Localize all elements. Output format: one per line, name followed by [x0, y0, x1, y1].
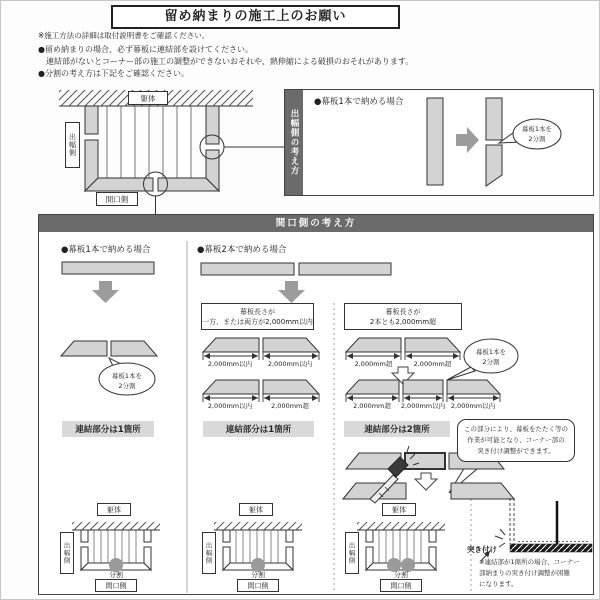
- col2-dim-row1-left: 2,000mm以内: [207, 360, 253, 368]
- mini3-frame-label: 躯体: [382, 503, 416, 516]
- col3-bubble-line1: この部分により、幕板をたたく等の: [464, 425, 568, 433]
- corner-note-line2: 部納まりの突き付け調整が困難: [479, 569, 570, 577]
- col2-condition-line1: 幕板長さが: [240, 307, 275, 316]
- corner-note: [479, 557, 597, 590]
- col1-result-label: 連結部分は1箇所: [62, 421, 154, 437]
- col3-note-bubble: [457, 419, 575, 462]
- depth-callout-text: [512, 124, 562, 144]
- col2-dim-row2-right: 2,000mm超: [271, 402, 309, 410]
- col3-result-label: 連結部分は2箇所: [344, 421, 450, 437]
- col1-callout-line2: 2分割: [118, 382, 136, 390]
- col2-fascia-bar-1: [201, 263, 294, 275]
- col3-dim-row2-left: 2,000mm超: [353, 402, 391, 410]
- col3-dim-row2-mid: 2,000mm以内: [400, 402, 446, 410]
- col3-pieces-row2: [346, 380, 500, 394]
- fascia-split-bottom: [486, 145, 502, 186]
- col3-condition-line1: 幕板長さが: [385, 307, 421, 316]
- col3-callout-text: [465, 347, 517, 367]
- col2-condition-box: [201, 303, 314, 330]
- intro-bullet-1-sub: 連結部がないとコーナー部の施工の調整ができないおそれや、熱伸縮による破損のおそれがあります。: [46, 57, 414, 66]
- col3-dim-row1-right: 2,000mm超: [413, 360, 452, 368]
- col3-bubble-line2: 作業が可能となり、コーナー部の: [467, 436, 565, 444]
- col2-case-label: ●幕板2本で納める場合: [197, 245, 287, 255]
- col2-down-arrow-icon: [278, 281, 305, 303]
- mini1-split-label: 分割: [109, 571, 123, 579]
- depth-callout-line1: 幕板1本を: [521, 125, 553, 133]
- fascia-boards-plan: [85, 106, 219, 191]
- corner-butt-joint-label: 突き付け: [467, 545, 497, 554]
- depth-callout-line2: 2分割: [528, 135, 546, 143]
- depth-case-label: ●幕板1本で納める場合: [314, 97, 404, 107]
- mini3-split-label: 分割: [394, 571, 408, 579]
- mini1-depth-side-label: 出幅側: [60, 532, 74, 574]
- col3-condition-box: [344, 303, 462, 330]
- col1-fascia-bar: [62, 262, 154, 274]
- col3-callout-line1: 幕板1本を: [475, 348, 507, 356]
- col3-bubble-line3: 突き付け調整ができます。: [477, 447, 555, 455]
- col1-split-pieces: [61, 341, 157, 356]
- front-side-panel-header: 間口側の考え方: [39, 215, 593, 232]
- col2-result-label: 連結部分は1箇所: [203, 421, 314, 437]
- col1-case-label: ●幕板1本で納める場合: [61, 245, 151, 255]
- fascia-single: [427, 98, 443, 185]
- mini2-split-label: 分割: [251, 571, 265, 579]
- corner-detail-diagram: [481, 498, 592, 561]
- fascia-split-top: [486, 98, 502, 140]
- col1-down-arrow-icon: [92, 281, 119, 303]
- col3-dim-row1-left: 2,000mm超: [354, 360, 393, 368]
- col2-fascia-bar-2: [299, 263, 391, 275]
- depth-side-panel-header: 出幅側の考え方: [285, 90, 303, 195]
- deck-board-lines: [107, 106, 191, 178]
- mini-plan-col2: [214, 522, 302, 572]
- front-side-diagrams: [38, 231, 594, 595]
- plan-depth-side-label: 出幅側: [65, 122, 80, 168]
- col3-dim-row2-right: 2,000mm以内: [450, 402, 496, 410]
- mini2-depth-side-label: 出幅側: [202, 532, 216, 574]
- corner-note-line3: になります。: [479, 580, 518, 588]
- mini2-front-side-label: 間口側: [237, 579, 279, 592]
- mini2-frame-label: 躯体: [239, 503, 273, 516]
- mini1-front-side-label: 間口側: [95, 579, 137, 592]
- col3-callout-line2: 2分割: [482, 358, 500, 366]
- intro-bullet-2: ●分割の考え方は下記をご確認ください。: [38, 69, 189, 78]
- mini3-depth-side-label: 出幅側: [345, 532, 359, 574]
- col2-dim-row1-right: 2,000mm以内: [267, 360, 313, 368]
- intro-bullet-1: ●留め納まりの場合、必ず幕板に連結部を設けてください。: [38, 45, 253, 54]
- plan-front-side-label: 間口側: [96, 192, 138, 206]
- col2-condition-line2: 一方、または両方が2,000mm以内: [202, 317, 313, 326]
- col1-callout-text: [99, 371, 155, 391]
- col3-pieces-row1: [346, 338, 460, 352]
- mini-plan-col3: [357, 522, 445, 572]
- col2-pieces-row2: [203, 380, 319, 394]
- intro-note: ※施工方法の詳細は取付説明書をご確認ください。: [38, 31, 210, 40]
- mini-plan-col1: [72, 522, 160, 572]
- col3-condition-line2: 2本とも2,000mm超: [369, 317, 437, 326]
- col3-tap-down-arrow-icon: [415, 473, 437, 490]
- col2-dim-row2-left: 2,000mm以内: [207, 402, 253, 410]
- mini3-front-side-label: 間口側: [380, 579, 422, 592]
- right-arrow-icon: [456, 127, 479, 153]
- col1-callout-line1: 幕板1本を: [111, 372, 143, 380]
- mini1-frame-label: 躯体: [97, 503, 131, 516]
- col3-callout-tail: [447, 367, 475, 380]
- col2-pieces-row1: [203, 338, 319, 352]
- page-title: 留め納まりの施工上のお願い: [111, 5, 400, 29]
- plan-frame-label: 躯体: [128, 91, 168, 105]
- corner-note-line1: ※連結部が1箇所の場合、コーナー: [479, 558, 580, 566]
